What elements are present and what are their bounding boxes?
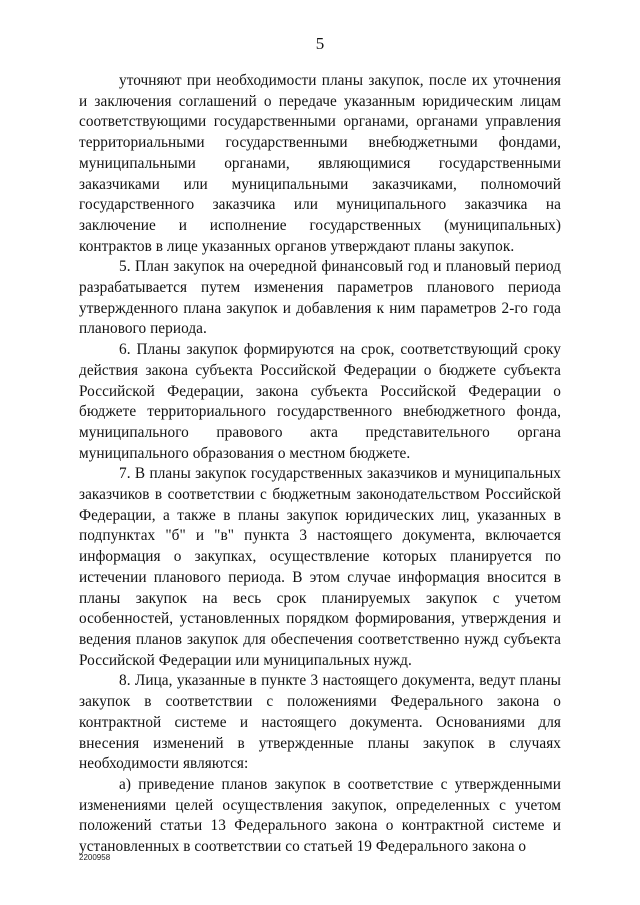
document-code: 2200958 xyxy=(79,853,111,862)
page-number: 5 xyxy=(315,34,325,53)
paragraph-8a: а) приведение планов закупок в соответствие с утвержденными изменениями целей осуществления закупок, определенных с учетом положений статьи 13 Федерального закона о контрактной системе и установленных в соответствии со статьей 19 Федерального закона о xyxy=(79,775,561,856)
paragraph-7: 7. В планы закупок государственных заказчиков и муниципальных заказчиков в соответствии с бюджетным законодательством Российской Федерации, а также в планы закупок юридических лиц, указанных в подпунктах "б" и "в" пункта 3 настоящего документа, включается информация о закупках, осуществление которых планируется по истечении планового периода. В этом случае информация вносится в планы закупок на весь срок планируемых закупок с учетом особенностей, установленных порядком формирования, утверждения и ведения планов закупок для обеспечения соответственно нужд субъекта Российской Федерации или муниципальных нужд. xyxy=(79,465,561,669)
paragraph-continuation: уточняют при необходимости планы закупок, после их уточнения и заключения соглашений о передаче указанным юридическим лицам соответствующими государственными органами, органами управления территориальными государственными внебюджетными фондами, муниципальными органами, являющимися государственными заказчиками или муниципальными заказчиками, полномочий государственного заказчика или муниципального заказчика на заключение и исполнение государственных (муниципальных) контрактов в лице указанных органов утверждают планы закупок. xyxy=(79,72,561,255)
paragraph-5: 5. План закупок на очередной финансовый год и плановый период разрабатывается путем изменения параметров планового периода утвержденного плана закупок и добавления к ним параметров 2-го года планового периода. xyxy=(79,258,561,338)
document-body xyxy=(79,71,561,858)
paragraph-6: 6. Планы закупок формируются на срок, соответствующий сроку действия закона субъекта Российской Федерации о бюджете субъекта Российской Федерации, закона субъекта Российской Федерации о бюджете территориального государственного внебюджетного фонда, муниципального правового акта представительного органа муниципального образования о местном бюджете. xyxy=(79,341,561,462)
paragraph-8: 8. Лица, указанные в пункте 3 настоящего документа, ведут планы закупок в соответствии с положениями Федерального закона о контрактной системе и настоящего документа. Основаниями для внесения изменений в утвержденные планы закупок в случаях необходимости являются: xyxy=(79,672,561,773)
